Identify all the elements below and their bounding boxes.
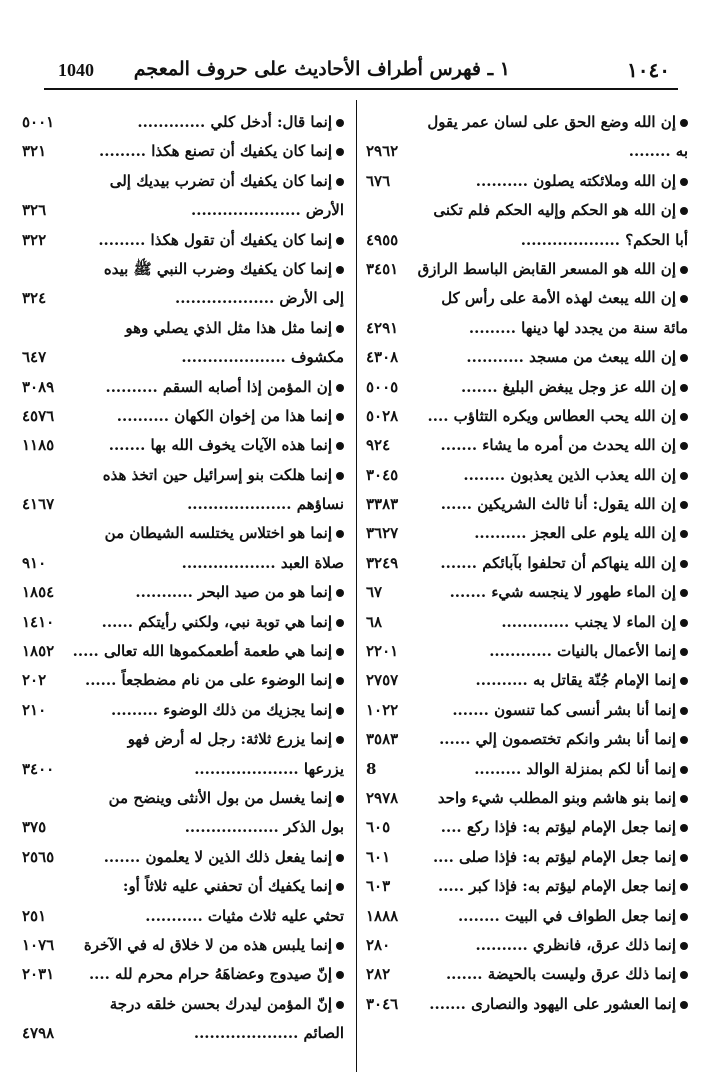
entry-hadith-number: ٤٣٠٨ [366, 348, 399, 367]
index-entry-line [22, 373, 344, 402]
entry-text [73, 637, 344, 666]
entry-label: صلاة العبد .................. [181, 553, 344, 572]
entry-label: إن الله ينهاكم أن تحلفوا بآبائكم ....... [440, 553, 676, 572]
index-entry-line [22, 813, 344, 842]
entry-hadith-number: ٦٧٦ [366, 171, 391, 190]
index-entry-line [22, 666, 344, 695]
entry-label: إنما يلبس هذه من لا خلاق له في الآخرة [83, 935, 332, 954]
entry-text [194, 1019, 344, 1048]
entry-text [439, 725, 688, 754]
entry-label: إنما العشور على اليهود والنصارى ....... [429, 994, 676, 1013]
entry-hadith-number: ٣٧٥ [22, 818, 47, 837]
entry-text [182, 549, 344, 578]
index-entry-line [22, 1019, 344, 1048]
entry-text [104, 843, 344, 872]
bullet-icon [336, 442, 344, 450]
entry-label: إنما هذه الآيات يخوف الله بها ....... [108, 436, 332, 455]
bullet-icon [336, 148, 344, 156]
bullet-icon [336, 413, 344, 421]
entry-text [438, 872, 688, 901]
entry-label: الصائم .................... [193, 1024, 344, 1043]
entry-text [418, 255, 688, 284]
entry-text [175, 284, 344, 313]
entry-hadith-number: ٣٠٤٥ [366, 465, 399, 484]
entry-hadith-number: ٣٢٦ [22, 201, 47, 220]
entry-label: إنما أنا لكم بمنزلة الوالد ......... [474, 759, 676, 778]
bullet-icon [680, 472, 688, 480]
entry-hadith-number: ٤١٦٧ [22, 495, 55, 514]
entry-hadith-number: ١٤١٠ [22, 612, 55, 631]
entry-label: إنما يزرع ثلاثة: رجل له أرض فهو [127, 730, 332, 749]
entry-text [103, 461, 344, 490]
entry-hadith-number: ٦٨ [366, 612, 383, 631]
index-entry-line [366, 960, 688, 989]
entry-hadith-number: ٣٦٢٧ [366, 524, 399, 543]
bullet-icon [336, 854, 344, 862]
entry-hadith-number: ٤٩٥٥ [366, 230, 399, 249]
entry-text [117, 402, 344, 431]
entry-hadith-number: ٦٠١ [366, 847, 391, 866]
entry-text [191, 196, 344, 225]
index-entry-line [366, 931, 688, 960]
entry-label: إنما جعل الإمام ليؤتم به: فإذا صلى .... [432, 847, 676, 866]
entry-label: إنما هو اختلاس يختلسه الشيطان من [104, 524, 332, 543]
index-entry-line [366, 255, 688, 284]
entry-text [187, 490, 344, 519]
bullet-icon [336, 178, 344, 186]
bullet-icon [680, 619, 688, 627]
bullet-icon [680, 178, 688, 186]
entry-text [441, 490, 688, 519]
entry-text [474, 519, 688, 548]
index-entry-line [22, 755, 344, 784]
index-entry-line [366, 373, 688, 402]
entry-label: إن المؤمن إذا أصابه السقم .......... [105, 377, 332, 396]
entry-label: إن الله يحب العطاس ويكره التثاؤب .... [427, 406, 676, 425]
index-entry-line [366, 167, 688, 196]
index-entry-line [366, 490, 688, 519]
entry-hadith-number: ٣٢٤ [22, 289, 47, 308]
entry-label: إنما جعل الإمام ليؤتم به: فإذا ركع .... [440, 818, 676, 837]
entry-text [123, 872, 344, 901]
entry-text [105, 373, 344, 402]
entry-text [104, 255, 344, 284]
entry-hadith-number: ٥٠٠٥ [366, 377, 399, 396]
entry-text [111, 696, 344, 725]
index-entry-line [22, 284, 344, 313]
bullet-icon [680, 589, 688, 597]
entry-label: إلى الأرض ................... [174, 289, 344, 308]
bullet-icon [680, 648, 688, 656]
entry-label: إن الماء لا يجنب ............. [501, 612, 676, 631]
index-entry-line [22, 461, 344, 490]
index-entry-line [22, 725, 344, 754]
index-entry-line [366, 637, 688, 666]
bullet-icon [680, 677, 688, 685]
entry-label: إن الله يبعث من مسجد ........... [466, 348, 676, 367]
left-column [22, 108, 344, 1049]
bullet-icon [680, 766, 688, 774]
entry-hadith-number: ٣٠٨٩ [22, 377, 55, 396]
entry-hadith-number: ٢٧٥٧ [366, 671, 399, 690]
bullet-icon [680, 913, 688, 921]
entry-text [98, 226, 344, 255]
index-entry-line [22, 167, 344, 196]
index-entry-line [366, 226, 688, 255]
entry-text [466, 343, 688, 372]
entry-label: أبا الحكم؟ ................... [520, 230, 688, 249]
entry-label: إنما جعل الإمام ليؤتم به: فإذا كبر ..... [437, 877, 676, 896]
entry-label: إنما يجزيك من ذلك الوضوء ......... [110, 700, 332, 719]
bullet-icon [680, 442, 688, 450]
index-entry-line [22, 549, 344, 578]
entry-text [135, 578, 344, 607]
index-entry-line [22, 137, 344, 166]
entry-text [428, 402, 688, 431]
entry-label: إن الله وضع الحق على لسان عمر يقول [427, 113, 676, 131]
bullet-icon [680, 530, 688, 538]
index-entry-line [366, 872, 688, 901]
entry-text [99, 137, 344, 166]
entry-label: إن الله هو الحكم وإليه الحكم فلم تكنى [433, 201, 676, 220]
entry-text [461, 373, 688, 402]
entry-text [181, 343, 344, 372]
entry-hadith-number: ٢٥١ [22, 906, 47, 925]
index-entry-line [22, 431, 344, 460]
entry-hadith-number: ٢٨٠ [366, 935, 391, 954]
bullet-icon [680, 501, 688, 509]
index-entry-line [366, 696, 688, 725]
bullet-icon [336, 1001, 344, 1009]
entry-label: إن الله يعذب الذين يعذبون ........ [463, 465, 676, 484]
entry-hadith-number: ٤٢٩١ [366, 318, 399, 337]
entry-label: يزرعها .................... [194, 759, 344, 778]
entry-label: إن الله يلوم على العجز .......... [474, 524, 676, 543]
index-entry-line [366, 431, 688, 460]
page-number-latin: 1040 [58, 60, 94, 80]
index-entry-line [366, 137, 688, 166]
entry-hadith-number: ٦٠٥ [366, 818, 391, 837]
entry-text [476, 666, 688, 695]
entry-text [476, 167, 688, 196]
index-entry-line [22, 519, 344, 548]
entry-hadith-number: ١٨٥٤ [22, 583, 55, 602]
bullet-icon [336, 237, 344, 245]
index-entry-line [366, 666, 688, 695]
entry-label: إنما كان يكفيك أن تقول هكذا ......... [98, 230, 332, 249]
entry-hadith-number: ٦٧ [366, 583, 383, 602]
bullet-icon [336, 707, 344, 715]
entry-label: إنما هي طعمة أطعمكموها الله تعالى ..... [72, 642, 332, 661]
entry-hadith-number: ١١٨٥ [22, 436, 55, 455]
entry-hadith-number: ١٠٢٢ [366, 700, 399, 719]
page-header [0, 52, 708, 92]
entry-hadith-number: ٣٤٠٠ [22, 759, 55, 778]
entry-text [145, 902, 344, 931]
entry-label: إنما أنا بشر وانكم تختصمون إلي ...... [439, 730, 676, 749]
entry-label: إنما هذا من إخوان الكهان .......... [116, 406, 332, 425]
index-entry-line [22, 255, 344, 284]
entry-hadith-number: ٩٢٤ [366, 436, 391, 455]
entry-label: إنما قال: أدخل كلي ............. [137, 113, 332, 131]
entry-text [521, 226, 688, 255]
entry-hadith-number: ٤٧٩٨ [22, 1024, 55, 1043]
entry-hadith-number: ٢٠٢ [22, 671, 47, 690]
entry-label: إنما الإمام جُنّة يقاتل به .......... [475, 671, 676, 690]
index-entry-line [366, 813, 688, 842]
entry-text [427, 108, 688, 137]
entry-hadith-number: ٥٠٢٨ [366, 406, 399, 425]
index-entry-line [366, 196, 688, 225]
entry-label: إن الله هو المسعر القابض الباسط الرازق [417, 259, 676, 278]
entry-text [125, 314, 344, 343]
entry-text [441, 284, 688, 313]
index-entry-line [366, 990, 688, 1019]
entry-label: إن الله عز وجل يبغض البليغ ....... [461, 377, 676, 396]
bullet-icon [680, 854, 688, 862]
bullet-icon [680, 736, 688, 744]
index-entry-line [22, 314, 344, 343]
entry-label: إنما أنا بشر أنسى كما تنسون ....... [452, 700, 676, 719]
entry-text [433, 843, 688, 872]
header-rule [44, 88, 678, 90]
index-entry-line [366, 902, 688, 931]
entry-label: إنما هلكت بنو إسرائيل حين اتخذ هذه [102, 465, 332, 484]
bullet-icon [680, 266, 688, 274]
index-entry-line [366, 314, 688, 343]
index-entry-line [366, 608, 688, 637]
bullet-icon [336, 530, 344, 538]
index-entry-line [22, 990, 344, 1019]
bullet-icon [336, 266, 344, 274]
entry-label: إن الله يحدث من أمره ما يشاء ....... [440, 436, 676, 455]
bullet-icon [336, 942, 344, 950]
entry-text [105, 519, 344, 548]
entry-hadith-number: ٢٩٧٨ [366, 788, 399, 807]
index-entry-line [366, 402, 688, 431]
entry-hadith-number: ٢٨٢ [366, 965, 391, 984]
index-entry-line [22, 490, 344, 519]
entry-text [629, 137, 688, 166]
entry-label: به ........ [628, 142, 688, 161]
entry-label: إنما ذلك عرق، فانظري .......... [475, 935, 676, 954]
entry-text [458, 902, 688, 931]
index-entry-line [22, 960, 344, 989]
index-entry-line [366, 784, 688, 813]
entry-hadith-number: ٩١٠ [22, 553, 47, 572]
entry-text [137, 108, 344, 137]
bullet-icon [680, 883, 688, 891]
bullet-icon [680, 207, 688, 215]
entry-hadith-number: ٣٢٢ [22, 230, 47, 249]
entry-text [438, 784, 688, 813]
entry-text [102, 608, 344, 637]
bullet-icon [336, 648, 344, 656]
bullet-icon [680, 942, 688, 950]
bullet-icon [336, 883, 344, 891]
entry-label: بول الذكر .................. [184, 818, 344, 837]
entry-text [110, 990, 344, 1019]
bullet-icon [680, 824, 688, 832]
bullet-icon [680, 413, 688, 421]
index-entry-line [366, 578, 688, 607]
entry-hadith-number: ٣٢٤٩ [366, 553, 399, 572]
bullet-icon [336, 472, 344, 480]
entry-label: إنما الوضوء على من نام مضطجعاً ...... [84, 671, 332, 690]
entry-hadith-number: ٥٠٠١ [22, 113, 55, 131]
entry-label: إنما الأعمال بالنيات ............ [489, 642, 676, 661]
entry-text [475, 931, 688, 960]
index-entry-line [22, 637, 344, 666]
entry-text [433, 196, 688, 225]
entry-text [110, 167, 344, 196]
bullet-icon [336, 795, 344, 803]
entry-hadith-number: ١٨٨٨ [366, 906, 399, 925]
index-entry-line [366, 843, 688, 872]
bullet-icon [680, 560, 688, 568]
entry-text [441, 813, 688, 842]
index-entry-line [22, 784, 344, 813]
index-entry-line [22, 108, 344, 137]
entry-label: إن الماء طهور لا ينجسه شيء ....... [449, 583, 676, 602]
entry-label: إن الله يبعث لهذه الأمة على رأس كل [441, 289, 676, 308]
index-entry-line [366, 108, 688, 137]
index-entry-line [366, 755, 688, 784]
entry-text [452, 696, 688, 725]
bullet-icon [680, 1001, 688, 1009]
entry-text [501, 608, 688, 637]
bullet-icon [680, 354, 688, 362]
index-entry-line [22, 843, 344, 872]
entry-text [109, 431, 344, 460]
bullet-icon [336, 119, 344, 127]
index-entry-line [366, 725, 688, 754]
index-entry-line [22, 226, 344, 255]
entry-label: إن الله يقول: أنا ثالث الشريكين ...... [440, 495, 676, 514]
entry-text [474, 755, 688, 784]
entry-label: إنما يغسل من بول الأنثى وينضح من [108, 788, 332, 807]
page-title: ١ ـ فهرس أطراف الأحاديث على حروف المعجم [133, 58, 510, 80]
index-entry-line [366, 284, 688, 313]
entry-label: إنّ المؤمن ليدرك بحسن خلقه درجة [109, 994, 332, 1013]
entry-text [446, 960, 688, 989]
bullet-icon [680, 971, 688, 979]
column-divider [356, 100, 357, 1072]
bullet-icon [336, 384, 344, 392]
index-entry-line [366, 343, 688, 372]
entry-hadith-number: ٢٢٠١ [366, 642, 399, 661]
index-entry-line [22, 872, 344, 901]
entry-hadith-number: ٢٩٦٢ [366, 142, 399, 161]
entry-text [128, 725, 344, 754]
entry-label: تحثي عليه ثلاث مثيات ........... [145, 906, 344, 925]
entry-text [429, 990, 688, 1019]
entry-hadith-number: ٢٥٦٥ [22, 847, 55, 866]
entry-hadith-number: ٦٠٣ [366, 877, 391, 896]
entry-label: إنما جعل الطواف في البيت ........ [457, 906, 676, 925]
entry-label: إنما كان يكفيك وضرب النبي ﷺ بيده [103, 259, 332, 278]
entry-label: إنما كان يكفيك أن تضرب بيديك إلى [109, 171, 332, 190]
bullet-icon [336, 619, 344, 627]
entry-text [109, 784, 344, 813]
index-entry-line [22, 608, 344, 637]
index-entry-line [22, 931, 344, 960]
entry-label: مائة سنة من يجدد لها دينها ......... [468, 318, 688, 337]
entry-label: إنّ صيدوج وعضاهَهُ حرام محرم لله .... [88, 965, 332, 984]
entry-hadith-number: 8 [366, 759, 377, 778]
bullet-icon [336, 677, 344, 685]
entry-hadith-number: ١٨٥٢ [22, 642, 55, 661]
entry-text [85, 666, 344, 695]
entry-label: إنما يفعل ذلك الذين لا يعلمون ....... [103, 847, 332, 866]
entry-label: إنما مثل هذا مثل الذي يصلي وهو [125, 318, 332, 337]
index-entry-line [366, 549, 688, 578]
entry-text [84, 931, 344, 960]
entry-label: إنما هو من صيد البحر ........... [135, 583, 332, 602]
bullet-icon [680, 384, 688, 392]
bullet-icon [336, 971, 344, 979]
entry-hadith-number: ٢٠٣١ [22, 965, 55, 984]
index-entry-line [22, 343, 344, 372]
index-entry-line [22, 902, 344, 931]
page-number-arabic: ١٠٤٠ [627, 58, 670, 82]
bullet-icon [680, 295, 688, 303]
entry-text [450, 578, 688, 607]
entry-label: إنما هي توبة نبي، ولكني رأيتكم ...... [101, 612, 332, 631]
entry-label: إنما كان يكفيك أن تصنع هكذا ......... [99, 142, 332, 161]
entry-text [463, 461, 688, 490]
entry-hadith-number: ٢١٠ [22, 700, 47, 719]
entry-text [89, 960, 344, 989]
bullet-icon [336, 325, 344, 333]
entry-text [441, 431, 688, 460]
entry-label: إن الله وملائكته يصلون .......... [475, 171, 676, 190]
index-entry-line [22, 196, 344, 225]
entry-hadith-number: ٤٥٧٦ [22, 406, 55, 425]
entry-label: مكشوف .................... [181, 348, 344, 367]
index-entry-line [22, 578, 344, 607]
index-entry-line [22, 696, 344, 725]
bullet-icon [680, 707, 688, 715]
entry-hadith-number: ٦٤٧ [22, 348, 47, 367]
entry-hadith-number: ٣٥٨٣ [366, 730, 399, 749]
bullet-icon [336, 736, 344, 744]
bullet-icon [680, 795, 688, 803]
entry-hadith-number: ٣٠٤٦ [366, 994, 399, 1013]
entry-hadith-number: ٣٢١ [22, 142, 47, 161]
entry-hadith-number: ١٠٧٦ [22, 935, 55, 954]
entry-text [194, 755, 344, 784]
entry-label: الأرض ..................... [191, 201, 344, 220]
index-entry-line [22, 402, 344, 431]
entry-label: نساؤهم .................... [187, 495, 344, 514]
entry-label: إنما بنو هاشم وبنو المطلب شيء واحد [437, 788, 676, 807]
index-entry-line [366, 461, 688, 490]
entry-text [469, 314, 688, 343]
right-column [366, 108, 688, 1019]
entry-text [440, 549, 688, 578]
index-entry-line [366, 519, 688, 548]
entry-text [185, 813, 344, 842]
entry-hadith-number: ٣٤٥١ [366, 259, 399, 278]
bullet-icon [336, 589, 344, 597]
entry-label: إنما ذلك عرق وليست بالحيضة ....... [445, 965, 676, 984]
entry-hadith-number: ٣٣٨٣ [366, 495, 399, 514]
entry-text [489, 637, 688, 666]
entry-label: إنما يكفيك أن تحفني عليه ثلاثاً أو: [122, 877, 332, 896]
bullet-icon [680, 119, 688, 127]
